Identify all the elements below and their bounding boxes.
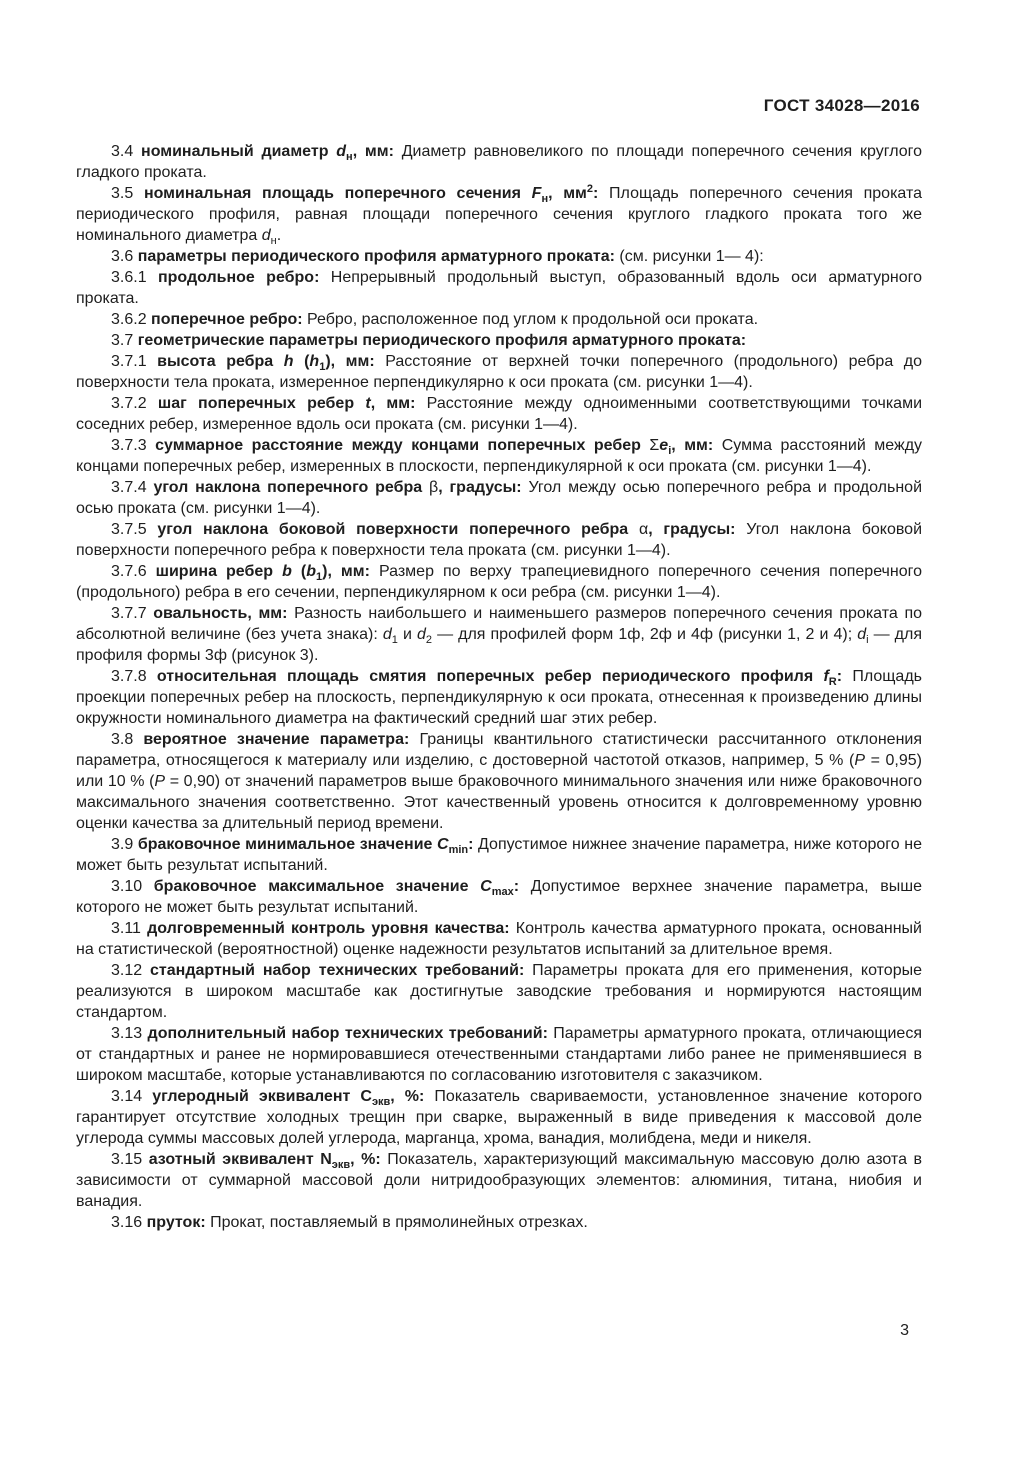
text-segment: 3.10 bbox=[111, 878, 154, 895]
paragraph-3.11 bbox=[76, 918, 922, 960]
text-segment: браковочное минимальное значение bbox=[137, 836, 437, 853]
paragraph-3.8 bbox=[76, 729, 922, 834]
text-segment: : bbox=[836, 668, 853, 685]
text-segment: 1 bbox=[316, 571, 323, 583]
text-segment: экв bbox=[371, 1096, 391, 1108]
text-segment: b bbox=[306, 563, 316, 580]
text-segment: Параметры арматурного проката, отличающиеся от стандартных и ранее не нормировавшиеся отечественными стандартами либо ранее не применявшиеся в широком масштабе, которые устанавливаются по согласованию изготовителя с заказчиком. bbox=[76, 1025, 922, 1084]
text-segment: 3.15 bbox=[111, 1151, 149, 1168]
paragraph-3.7.2 bbox=[76, 393, 922, 435]
text-segment: b bbox=[282, 563, 292, 580]
text-segment: дополнительный набор технических требований: bbox=[147, 1025, 554, 1042]
text-segment: 3.7.2 bbox=[111, 395, 158, 412]
text-segment: 3.6 bbox=[111, 248, 138, 265]
text-segment: e bbox=[659, 437, 669, 454]
paragraph-3.5 bbox=[76, 183, 922, 246]
text-segment: i bbox=[668, 445, 672, 457]
paragraph-3.7.6 bbox=[76, 561, 922, 603]
text-segment: Допустимое верхнее значение параметра, выше которого не может быть результат испытаний. bbox=[76, 878, 922, 916]
text-segment: f bbox=[823, 668, 829, 685]
text-segment: Площадь поперечного сечения проката периодического профиля, равная площади поперечного сечения круглого гладкого проката того же номинального диаметра bbox=[76, 185, 923, 244]
paragraph-3.9 bbox=[76, 834, 922, 876]
text-segment: 3.6.1 bbox=[111, 269, 158, 286]
text-segment: 3.13 bbox=[111, 1025, 148, 1042]
text-segment: Показатель свариваемости, установленное значение которого гарантирует отсутствие холодных трещин при сварке, выраженный в виде приведения к массовой доле углерода суммы массовых долей углерода, марганца, хрома, ванадия, молибдена, меди и никеля. bbox=[76, 1088, 922, 1147]
text-segment: Допустимое нижнее значение параметра, ниже которого не может быть результат испытаний. bbox=[76, 836, 922, 874]
text-segment: 3.12 bbox=[111, 962, 151, 979]
text-segment: Σ bbox=[649, 437, 660, 454]
text-segment: 3.8 bbox=[111, 731, 144, 748]
text-segment: 1 bbox=[391, 634, 398, 646]
paragraph-3.12 bbox=[76, 960, 922, 1023]
text-segment: угол наклона поперечного ребра bbox=[153, 479, 430, 496]
text-segment: долговременный контроль уровня качества: bbox=[147, 920, 516, 937]
paragraph-3.7.1 bbox=[76, 351, 922, 393]
text-segment: Параметры проката для его применения, которые реализуются в широком масштабе как достигнутые заводские требования и нормируются настоящим стандартом. bbox=[76, 962, 923, 1021]
text-segment: экв bbox=[331, 1159, 351, 1171]
text-segment: номинальный диаметр bbox=[141, 143, 337, 160]
text-segment: — для профилей форм 1ф, 2ф и 4ф (рисунки 1, 2 и 4); bbox=[432, 626, 858, 643]
text-segment: : bbox=[593, 185, 610, 202]
text-segment: Угол между осью поперечного ребра и продольной осью проката (см. рисунки 1—4). bbox=[76, 479, 923, 517]
text-segment: 3.7.3 bbox=[111, 437, 156, 454]
text-segment: и bbox=[397, 626, 417, 643]
text-segment: C bbox=[437, 836, 449, 853]
text-segment: d bbox=[416, 626, 426, 643]
text-segment: — для профиля формы 3ф (рисунок 3). bbox=[76, 626, 923, 664]
document-body bbox=[76, 141, 922, 1233]
text-segment: t bbox=[365, 395, 371, 412]
text-segment: d bbox=[382, 626, 392, 643]
text-segment: вероятное значение параметра: bbox=[143, 731, 420, 748]
text-segment: Сумма расстояний между концами поперечных ребер, измеренных в плоскости, перпендикулярной к оси проката (см. рисунки 1—4). bbox=[76, 437, 923, 475]
text-segment: Прокат, поставляемый в прямолинейных отрезках. bbox=[210, 1214, 588, 1231]
text-segment: h bbox=[283, 353, 294, 370]
text-segment: d bbox=[261, 227, 271, 244]
text-segment: , мм: bbox=[352, 143, 402, 160]
text-segment: 3.7.8 bbox=[111, 668, 157, 685]
text-segment: : bbox=[468, 836, 479, 853]
text-segment: 3.4 bbox=[111, 143, 142, 160]
text-segment: ), мм: bbox=[322, 563, 379, 580]
text-segment: Контроль качества арматурного проката, основанный на статистической (вероятностной) оценке надежности результатов испытаний за длительное время. bbox=[76, 920, 922, 958]
text-segment: 3.5 bbox=[111, 185, 144, 202]
text-segment: параметры периодического профиля арматурного проката: bbox=[137, 248, 620, 265]
text-segment: Расстояние между одноименными соответствующими точками соседних ребер, измеренное вдоль оси проката (см. рисунки 1—4). bbox=[76, 395, 922, 433]
text-segment: , мм: bbox=[671, 437, 722, 454]
paragraph-3.6 bbox=[76, 246, 922, 267]
paragraph-3.6.1 bbox=[76, 267, 922, 309]
text-segment: азотный эквивалент N bbox=[148, 1151, 332, 1168]
text-segment: продольное ребро: bbox=[157, 269, 331, 286]
text-segment: высота ребра bbox=[157, 353, 284, 370]
page-number: 3 bbox=[900, 1322, 909, 1339]
text-segment: относительная площадь смятия поперечных ребер периодического профиля bbox=[156, 668, 824, 685]
text-segment: , градусы: bbox=[438, 479, 529, 496]
paragraph-3.13 bbox=[76, 1023, 922, 1086]
text-segment: браковочное максимальное значение bbox=[153, 878, 481, 895]
text-segment: шаг поперечных ребер bbox=[157, 395, 366, 412]
text-segment: , мм bbox=[548, 185, 587, 202]
text-segment: d bbox=[857, 626, 867, 643]
paragraph-3.7.8 bbox=[76, 666, 922, 729]
text-segment: ( bbox=[293, 353, 310, 370]
text-segment: Границы квантильного статистически рассчитанного отклонения параметра, относящегося к материалу или изделию, с достоверной частотой отказов, например, 5 % ( bbox=[76, 731, 922, 769]
text-segment: 1 bbox=[319, 361, 326, 373]
text-segment: 2 bbox=[586, 183, 594, 195]
text-segment: min bbox=[448, 844, 469, 856]
text-segment: Непрерывный продольный выступ, образованный вдоль оси арматурного проката. bbox=[76, 269, 923, 307]
text-segment: = 0,95) или 10 % ( bbox=[76, 752, 923, 790]
text-segment: Разность наибольшего и наименьшего размеров поперечного сечения проката по абсолютной величине (без учета знака): bbox=[76, 605, 922, 643]
text-segment: α bbox=[638, 521, 649, 538]
text-segment: н bbox=[270, 235, 277, 247]
paragraph-3.7.3 bbox=[76, 435, 922, 477]
text-segment: Угол наклона боковой поверхности поперечного ребра к поверхности тела проката (см. рисунки 1—4). bbox=[76, 521, 923, 559]
text-segment: 3.7.4 bbox=[111, 479, 154, 496]
text-segment: , %: bbox=[390, 1088, 435, 1105]
text-segment: 3.7.6 bbox=[111, 563, 156, 580]
paragraph-3.10 bbox=[76, 876, 922, 918]
text-segment: 3.6.2 bbox=[111, 311, 152, 328]
text-segment: P bbox=[854, 752, 865, 769]
text-segment: Ребро, расположенное под углом к продольной оси проката. bbox=[307, 311, 759, 328]
text-segment: 3.9 bbox=[111, 836, 138, 853]
text-segment: β bbox=[429, 479, 439, 496]
text-segment: н bbox=[346, 151, 353, 163]
text-segment: P bbox=[154, 773, 166, 790]
text-segment: 2 bbox=[425, 634, 433, 646]
text-segment: углеродный эквивалент С bbox=[152, 1088, 372, 1105]
paragraph-3.7.5 bbox=[76, 519, 922, 561]
paragraph-3.4 bbox=[76, 141, 922, 183]
text-segment: (см. рисунки 1— 4): bbox=[619, 248, 764, 265]
text-segment: Расстояние от верхней точки поперечного (продольного) ребра до поверхности тела проката, измеренное перпендикулярно к оси проката (см. рисунки 1—4). bbox=[76, 353, 922, 391]
text-segment: F bbox=[531, 185, 542, 202]
text-segment: : bbox=[513, 878, 531, 895]
text-segment: C bbox=[480, 878, 492, 895]
text-segment: 3.7.7 bbox=[111, 605, 154, 622]
text-segment: . bbox=[276, 227, 282, 244]
text-segment: h bbox=[309, 353, 320, 370]
text-segment: 3.11 bbox=[111, 920, 148, 937]
text-segment: номинальная площадь поперечного сечения bbox=[143, 185, 532, 202]
text-segment: Площадь проекции поперечных ребер на плоскость, перпендикулярную к оси проката, отнесенная к произведению длины окружности номинального диаметра на фактический средний шаг этих ребер. bbox=[76, 668, 922, 727]
text-segment: Размер по верху трапециевидного поперечного сечения поперечного (продольного) ребра в его сечении, перпендикулярном к оси ребра (см. рисунки 1—4). bbox=[76, 563, 923, 601]
text-segment: ( bbox=[291, 563, 307, 580]
paragraph-3.7 bbox=[76, 330, 922, 351]
document-header-designation: ГОСТ 34028—2016 bbox=[763, 96, 920, 115]
text-segment: суммарное расстояние между концами поперечных ребер bbox=[155, 437, 650, 454]
text-segment: R bbox=[828, 676, 837, 688]
text-segment: 3.7.5 bbox=[111, 521, 158, 538]
text-segment: , мм: bbox=[370, 395, 427, 412]
paragraph-3.7.7 bbox=[76, 603, 922, 666]
text-segment: н bbox=[541, 193, 549, 205]
text-segment: Диаметр равновеликого по площади поперечного сечения круглого гладкого проката. bbox=[76, 143, 922, 181]
text-segment: 3.16 bbox=[111, 1214, 147, 1231]
text-segment: Показатель, характеризующий максимальную массовую долю азота в зависимости от суммарной массовой доли нитридообразующих элементов: алюминия, титана, ниобия и ванадия. bbox=[76, 1151, 923, 1210]
paragraph-3.15 bbox=[76, 1149, 922, 1212]
paragraph-3.6.2 bbox=[76, 309, 922, 330]
text-segment: ), мм: bbox=[325, 353, 386, 370]
paragraph-3.7.4 bbox=[76, 477, 922, 519]
text-segment: угол наклона боковой поверхности поперечного ребра bbox=[157, 521, 639, 538]
text-segment: = 0,90) от значений параметров выше браковочного минимального значения или ниже браковочного максимального значения соответственно. Этот качественный уровень относится к долговременному уровню оценки качества за длительный период времени. bbox=[76, 773, 923, 832]
text-segment: геометрические параметры периодического профиля арматурного проката: bbox=[137, 332, 747, 349]
text-segment: , градусы: bbox=[648, 521, 747, 538]
text-segment: 3.7.1 bbox=[111, 353, 158, 370]
text-segment: i bbox=[866, 634, 869, 646]
paragraph-3.16 bbox=[76, 1212, 922, 1233]
text-segment: 3.14 bbox=[111, 1088, 153, 1105]
text-segment: d bbox=[336, 143, 347, 160]
paragraph-3.14 bbox=[76, 1086, 922, 1149]
text-segment: 3.7 bbox=[111, 332, 138, 349]
text-segment: стандартный набор технических требований: bbox=[150, 962, 533, 979]
text-segment: пруток: bbox=[146, 1214, 211, 1231]
text-segment: max bbox=[491, 886, 514, 898]
text-segment: ширина ребер bbox=[155, 563, 283, 580]
text-segment: , %: bbox=[350, 1151, 388, 1168]
text-segment: поперечное ребро: bbox=[151, 311, 308, 328]
text-segment: овальность, мм: bbox=[153, 605, 295, 622]
